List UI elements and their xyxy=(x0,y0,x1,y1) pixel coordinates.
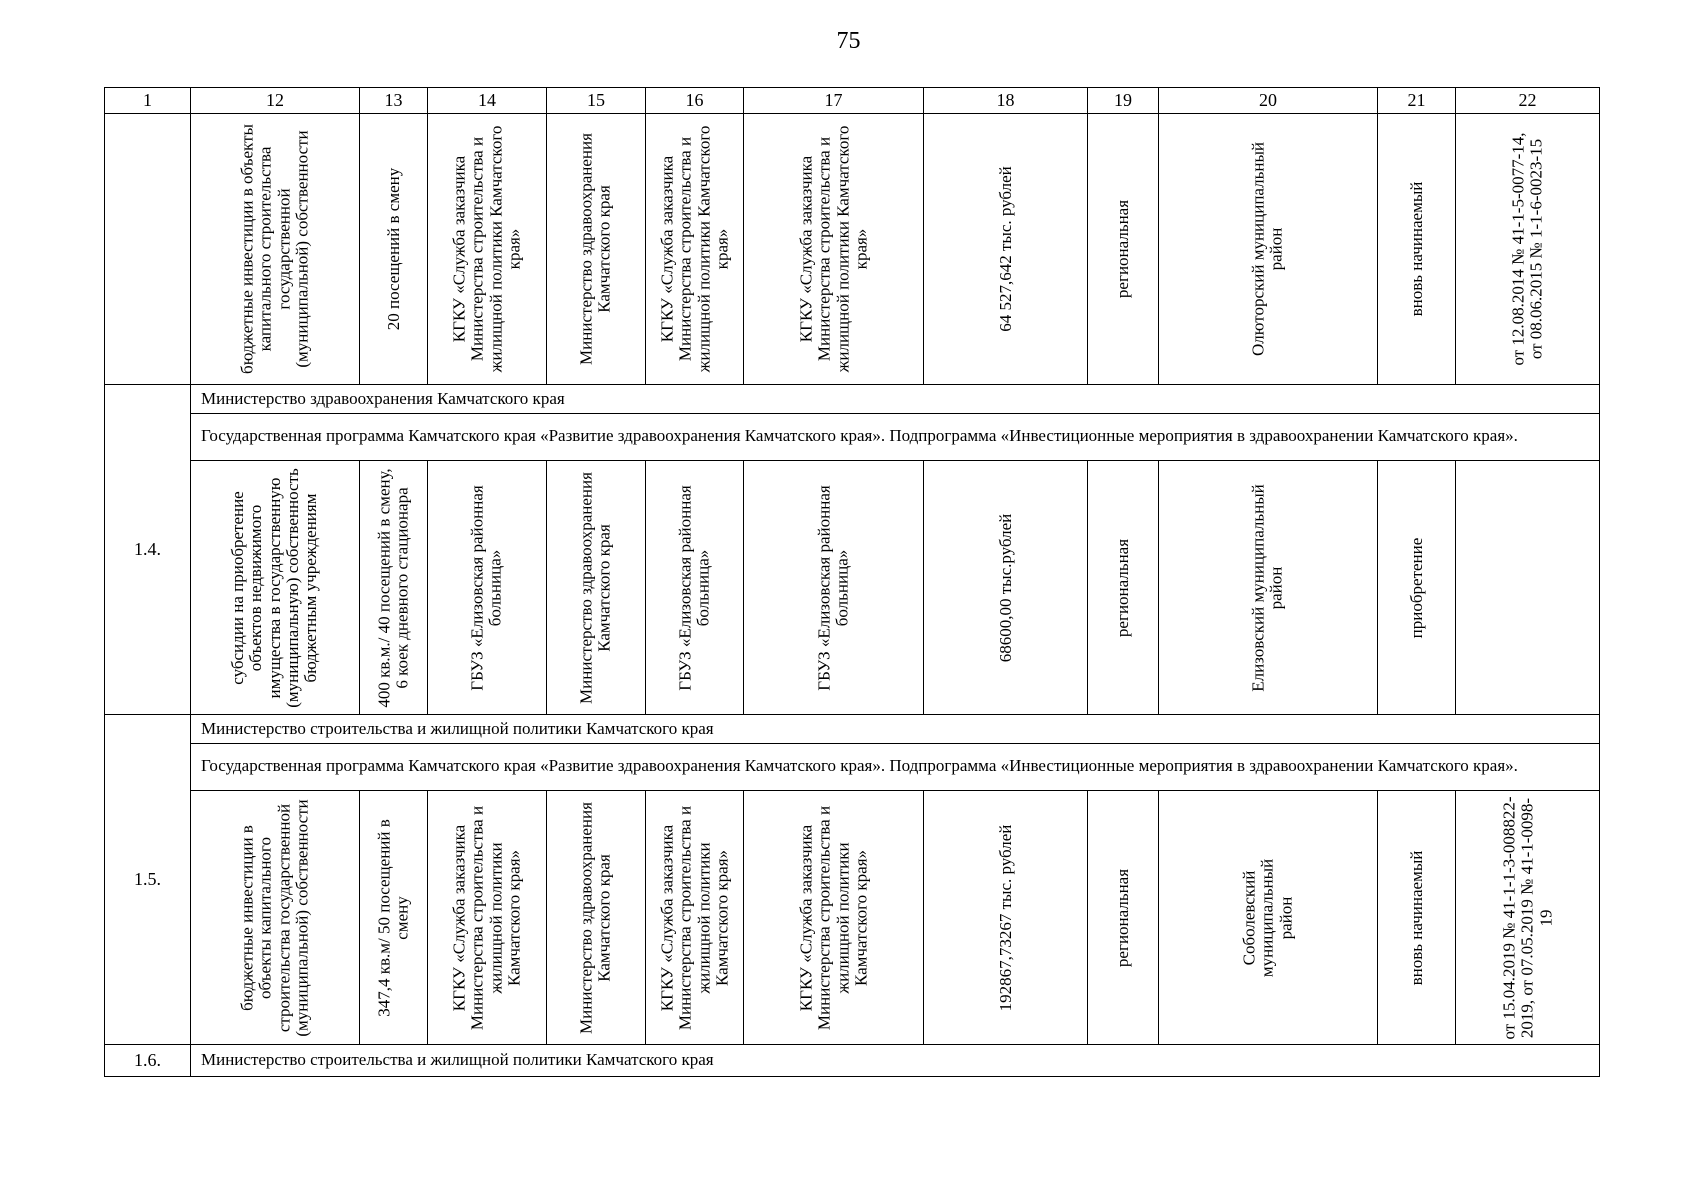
capacity-text: 400 кв.м./ 40 посещений в смену, 6 коек дневного стационара xyxy=(374,467,412,708)
customer-text: КГКУ «Служба заказчика Министерства строительства и жилищной политики Камчатского края» xyxy=(449,125,524,373)
developer-text: КГКУ «Служба заказчика Министерства строительства и жилищной политики Камчатского края» xyxy=(656,125,731,373)
customer-cell xyxy=(428,114,547,385)
column-number-row xyxy=(105,88,1600,114)
amount-text: 68600,00 тыс.рублей xyxy=(995,513,1015,662)
operator-cell xyxy=(744,114,924,385)
authority-cell xyxy=(547,461,646,715)
funding-type-cell xyxy=(191,791,360,1045)
row-number-cell xyxy=(105,114,191,385)
documents-cell xyxy=(1456,791,1600,1045)
funding-type-text: бюджетные инвестиции в объекты капитального строительства государственной (муниципальной) собственности xyxy=(237,798,312,1037)
ministry-row xyxy=(105,385,1600,414)
column-number: 17 xyxy=(744,88,924,114)
column-number: 12 xyxy=(191,88,360,114)
program-title: Государственная программа Камчатского края «Развитие здравоохранения Камчатского края». Подпрограмма «Инвестиционные мероприятия в здравоохранении Камчатского края». xyxy=(191,744,1600,791)
status-text: приобретение xyxy=(1406,537,1426,638)
ministry-row xyxy=(105,1045,1600,1077)
customer-cell xyxy=(428,461,547,715)
column-number: 13 xyxy=(360,88,428,114)
customer-text: ГБУЗ «Елизовская районная больница» xyxy=(467,484,505,691)
column-number: 20 xyxy=(1159,88,1378,114)
column-number: 21 xyxy=(1378,88,1456,114)
column-number: 15 xyxy=(547,88,646,114)
authority-text: Министерство здравоохранения Камчатского края xyxy=(576,471,614,704)
authority-cell xyxy=(547,114,646,385)
column-number: 18 xyxy=(924,88,1088,114)
developer-cell xyxy=(646,114,744,385)
developer-cell xyxy=(646,791,744,1045)
documents-cell xyxy=(1456,114,1600,385)
district-cell xyxy=(1159,461,1378,715)
developer-text: ГБУЗ «Елизовская районная больница» xyxy=(675,484,713,691)
district-text: Соболевский муниципальный район xyxy=(1239,858,1296,977)
column-number: 14 xyxy=(428,88,547,114)
authority-cell xyxy=(547,791,646,1045)
status-text: вновь начинаемый xyxy=(1406,181,1426,317)
table-row xyxy=(105,114,1600,385)
capacity-cell xyxy=(360,114,428,385)
operator-text: КГКУ «Служба заказчика Министерства строительства и жилищной политики Камчатского края» xyxy=(795,125,870,373)
amount-text: 64 527,642 тыс. рублей xyxy=(995,166,1015,332)
table-row xyxy=(105,461,1600,715)
capacity-text: 20 посещений в смену xyxy=(383,167,403,331)
ministry-title: Министерство строительства и жилищной политики Камчатского края xyxy=(191,1045,1600,1077)
ministry-title: Министерство здравоохранения Камчатского края xyxy=(191,385,1600,414)
customer-cell xyxy=(428,791,547,1045)
status-text: вновь начинаемый xyxy=(1406,850,1426,985)
page-number: 75 xyxy=(836,28,861,54)
amount-cell xyxy=(924,461,1088,715)
operator-cell xyxy=(744,461,924,715)
row-number: 1.6. xyxy=(105,1045,191,1077)
status-cell xyxy=(1378,461,1456,715)
amount-cell xyxy=(924,114,1088,385)
funding-type-cell xyxy=(191,114,360,385)
funding-type-text: субсидии на приобретение объектов недвижимого имущества в государственную (муниципальную) собственность бюджетным учреждениям xyxy=(228,467,321,708)
program-row xyxy=(105,744,1600,791)
level-text: региональная xyxy=(1112,538,1132,637)
developer-text: КГКУ «Служба заказчика Министерства строительства и жилищной политики Камчатского края» xyxy=(656,805,731,1030)
operator-cell xyxy=(744,791,924,1045)
district-text: Елизовский муниципальный район xyxy=(1248,483,1286,692)
documents-text: от 12.08.2014 № 41-1-5-0077-14, от 08.06.2015 № 1-1-6-0023-15 xyxy=(1508,132,1546,366)
authority-text: Министерство здравоохранения Камчатского края xyxy=(576,801,614,1034)
level-cell xyxy=(1088,791,1159,1045)
row-number: 1.5. xyxy=(105,715,191,1045)
level-text: региональная xyxy=(1112,868,1132,967)
row-number: 1.4. xyxy=(105,385,191,715)
status-cell xyxy=(1378,114,1456,385)
capacity-cell xyxy=(360,791,428,1045)
ministry-title: Министерство строительства и жилищной политики Камчатского края xyxy=(191,715,1600,744)
table-row xyxy=(105,791,1600,1045)
program-title: Государственная программа Камчатского края «Развитие здравоохранения Камчатского края». Подпрограмма «Инвестиционные мероприятия в здравоохранении Камчатского края». xyxy=(191,414,1600,461)
amount-cell xyxy=(924,791,1088,1045)
column-number: 16 xyxy=(646,88,744,114)
capacity-cell xyxy=(360,461,428,715)
district-cell xyxy=(1159,791,1378,1045)
documents-cell xyxy=(1456,461,1600,715)
column-number: 1 xyxy=(105,88,191,114)
ministry-row xyxy=(105,715,1600,744)
authority-text: Министерство здравоохранения Камчатского края xyxy=(576,133,614,365)
column-number: 19 xyxy=(1088,88,1159,114)
district-cell xyxy=(1159,114,1378,385)
level-text: региональная xyxy=(1112,199,1132,299)
operator-text: ГБУЗ «Елизовская районная больница» xyxy=(814,484,852,691)
level-cell xyxy=(1088,461,1159,715)
district-text: Олюторский муниципальный район xyxy=(1248,142,1286,356)
operator-text: КГКУ «Служба заказчика Министерства строительства и жилищной политики Камчатского края» xyxy=(795,805,870,1030)
amount-text: 192867,73267 тыс. рублей xyxy=(995,824,1015,1011)
funding-type-cell xyxy=(191,461,360,715)
funding-type-text: бюджетные инвестиции в объекты капитального строительства государственной (муниципальной) собственности xyxy=(237,124,312,374)
program-row xyxy=(105,414,1600,461)
column-number: 22 xyxy=(1456,88,1600,114)
status-cell xyxy=(1378,791,1456,1045)
investment-table xyxy=(104,87,1600,1077)
developer-cell xyxy=(646,461,744,715)
customer-text: КГКУ «Служба заказчика Министерства строительства и жилищной политики Камчатского края» xyxy=(449,805,524,1030)
level-cell xyxy=(1088,114,1159,385)
documents-text: от 15.04.2019 № 41-1-1-3-008822-2019, от 07.05.2019 № 41-1-0098-19 xyxy=(1498,796,1555,1039)
capacity-text: 347,4 кв.м/ 50 посещений в смену xyxy=(374,818,412,1017)
